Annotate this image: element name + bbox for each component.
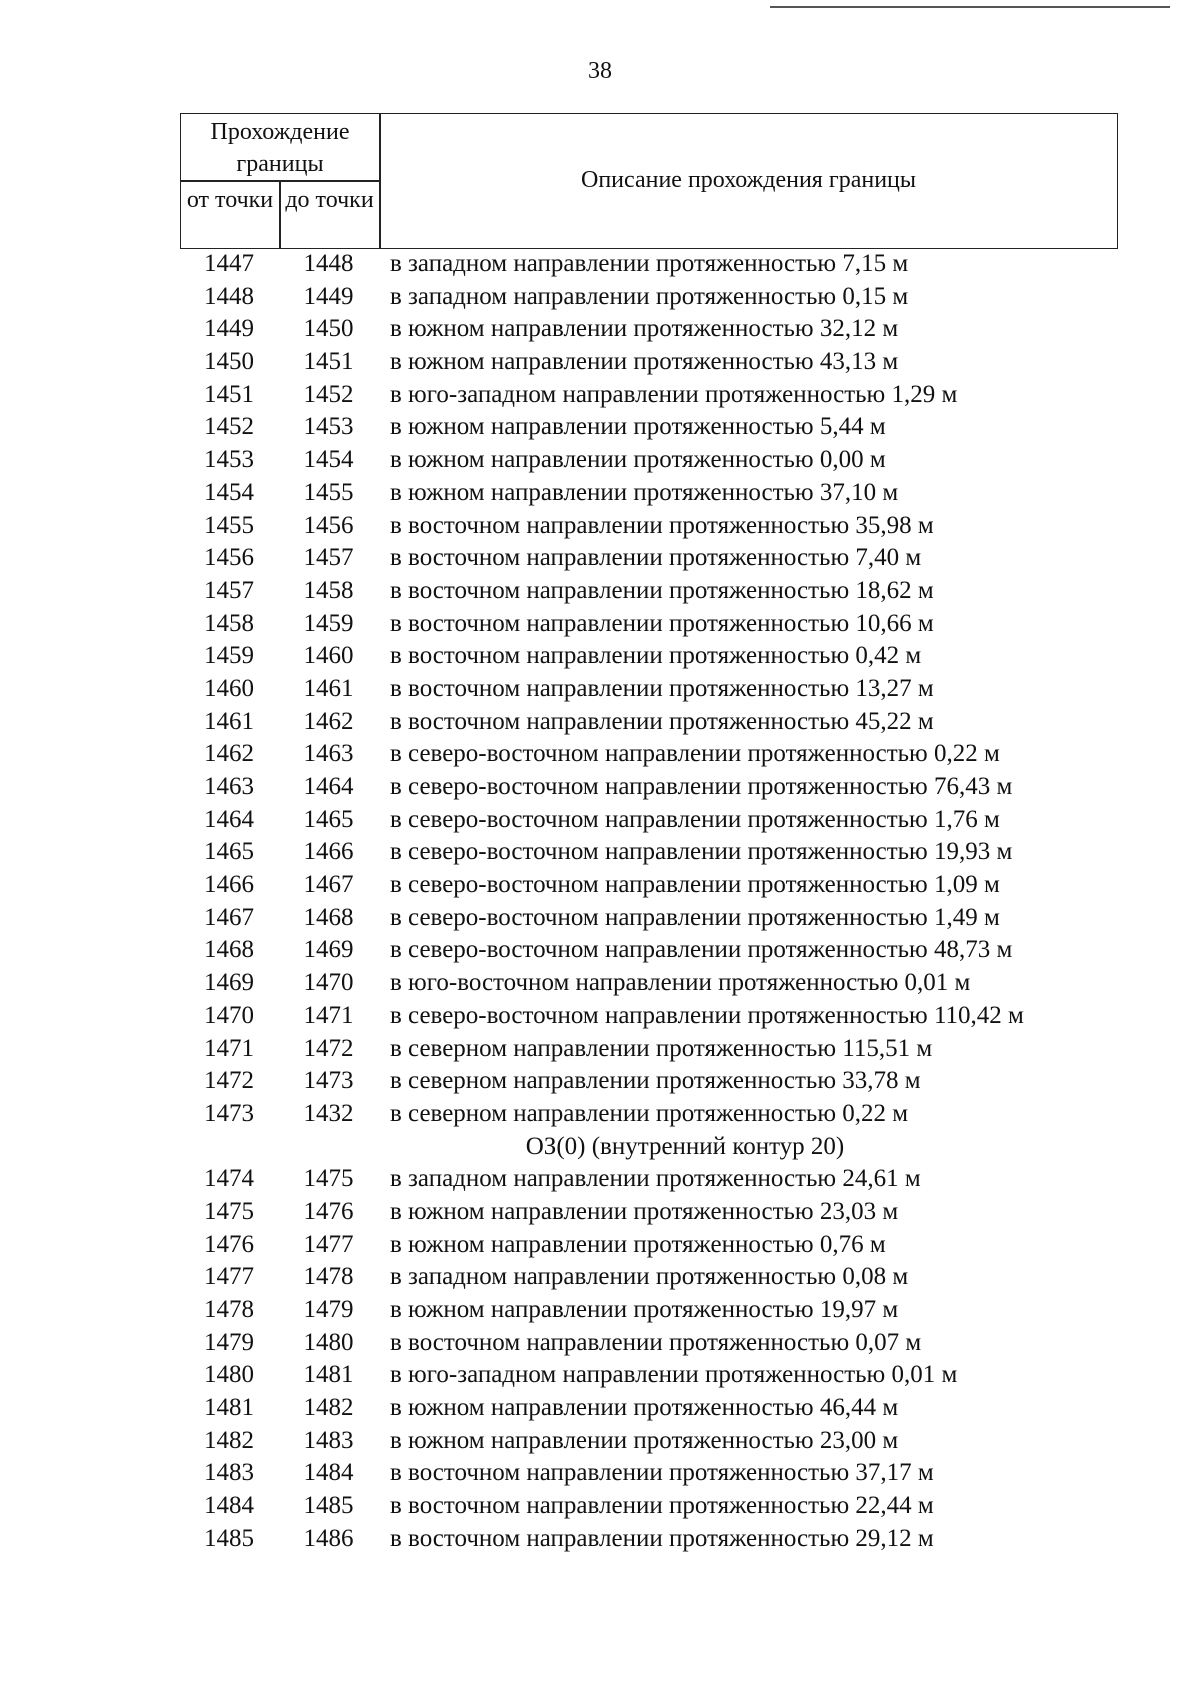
point-to: 1452	[303, 380, 354, 408]
point-to: 1478	[303, 1263, 354, 1291]
row-description: в южном направлении протяженностью 23,03 м	[390, 1197, 899, 1225]
table-row	[180, 1098, 1190, 1131]
table-row	[180, 510, 1190, 543]
table-row	[180, 1294, 1190, 1327]
table-header	[180, 113, 1118, 249]
row-description: в северо-восточном направлении протяженностью 0,22 м	[390, 740, 1000, 768]
point-from: 1483	[204, 1459, 254, 1487]
point-from: 1466	[204, 871, 254, 899]
point-from: 1471	[204, 1034, 254, 1062]
row-description: в восточном направлении протяженностью 37,17 м	[390, 1459, 934, 1487]
point-from: 1460	[204, 674, 254, 702]
point-to: 1486	[303, 1524, 354, 1552]
point-to: 1481	[303, 1361, 354, 1389]
section-title: ОЗ(0) (внутренний контур 20)	[525, 1132, 845, 1160]
row-description: в восточном направлении протяженностью 0,42 м	[390, 642, 922, 670]
row-description: в северном направлении протяженностью 33,78 м	[390, 1067, 921, 1095]
point-to: 1482	[303, 1394, 354, 1422]
row-description: в восточном направлении протяженностью 7,40 м	[390, 544, 922, 572]
point-from: 1455	[204, 511, 254, 539]
table-row	[180, 1033, 1190, 1066]
point-from: 1450	[204, 348, 254, 376]
point-from: 1463	[204, 773, 254, 800]
point-to: 1466	[303, 838, 354, 866]
point-to: 1458	[303, 576, 354, 604]
table-row	[180, 1196, 1190, 1229]
table-row	[180, 1163, 1190, 1196]
row-description: в северо-восточном направлении протяженностью 110,42 м	[390, 1001, 1024, 1029]
table-row	[180, 869, 1190, 902]
row-description: в юго-восточном направлении протяженностью 0,01 м	[390, 969, 971, 997]
row-description: в юго-западном направлении протяженностью 1,29 м	[390, 380, 958, 408]
header-description: Описание прохождения границы	[580, 167, 916, 193]
point-from: 1475	[204, 1197, 254, 1225]
row-description: в северо-восточном направлении протяженностью 1,76 м	[390, 805, 1000, 833]
header-divider	[181, 180, 379, 182]
point-to: 1463	[303, 740, 354, 768]
row-description: в южном направлении протяженностью 32,12 м	[390, 315, 899, 343]
point-to: 1450	[303, 315, 354, 343]
point-from: 1479	[204, 1328, 254, 1356]
point-to: 1479	[303, 1296, 354, 1323]
row-description: в южном направлении протяженностью 43,13 м	[390, 348, 899, 376]
table-row	[180, 1000, 1190, 1033]
table-row	[180, 1327, 1190, 1360]
top-rule	[770, 6, 1170, 8]
point-from: 1454	[204, 478, 254, 506]
row-description: в южном направлении протяженностью 46,44 м	[390, 1394, 899, 1422]
point-from: 1480	[204, 1361, 254, 1389]
point-from: 1468	[204, 936, 254, 964]
point-from: 1476	[204, 1230, 254, 1258]
point-from: 1452	[204, 413, 254, 441]
point-to: 1477	[303, 1230, 354, 1258]
header-to: до точки	[285, 187, 374, 213]
point-to: 1457	[303, 544, 354, 572]
row-description: в южном направлении протяженностью 23,00 м	[390, 1426, 899, 1454]
point-from: 1462	[204, 740, 254, 768]
row-description: в восточном направлении протяженностью 35,98 м	[390, 511, 934, 539]
row-description: в северо-восточном направлении протяженностью 48,73 м	[390, 936, 1013, 964]
point-from: 1472	[204, 1067, 254, 1095]
point-to: 1467	[303, 871, 354, 899]
row-description: в западном направлении протяженностью 7,15 м	[390, 250, 909, 277]
table-row	[180, 444, 1190, 477]
point-from: 1457	[204, 576, 254, 604]
table-row	[180, 313, 1190, 346]
point-to: 1473	[303, 1067, 354, 1095]
point-to: 1462	[303, 707, 354, 735]
row-description: в восточном направлении протяженностью 10,66 м	[390, 609, 934, 637]
point-from: 1469	[204, 969, 254, 997]
header-from: от точки	[186, 187, 274, 213]
row-description: в восточном направлении протяженностью 0,07 м	[390, 1328, 922, 1356]
point-from: 1464	[204, 805, 254, 833]
table-row	[180, 902, 1190, 935]
table-row	[180, 640, 1190, 673]
table-row	[180, 738, 1190, 771]
point-from: 1481	[204, 1394, 254, 1422]
row-description: в северо-восточном направлении протяженностью 76,43 м	[390, 773, 1013, 800]
point-to: 1480	[303, 1328, 354, 1356]
point-to: 1471	[303, 1001, 354, 1029]
point-to: 1449	[303, 282, 354, 310]
point-to: 1459	[303, 609, 354, 637]
table-row	[180, 542, 1190, 575]
row-description: в западном направлении протяженностью 0,15 м	[390, 282, 909, 310]
point-to: 1483	[303, 1426, 354, 1454]
table-row	[180, 673, 1190, 706]
row-description: в северо-восточном направлении протяженностью 1,09 м	[390, 871, 1000, 899]
row-description: в северном направлении протяженностью 115,51 м	[390, 1034, 933, 1062]
table-row	[180, 1392, 1190, 1425]
point-from: 1453	[204, 446, 254, 474]
table-row	[180, 608, 1190, 641]
point-from: 1448	[204, 282, 254, 310]
table-row	[180, 1523, 1190, 1556]
point-from: 1459	[204, 642, 254, 670]
point-from: 1474	[204, 1165, 254, 1193]
row-description: в южном направлении протяженностью 37,10 м	[390, 478, 899, 506]
point-to: 1432	[303, 1099, 354, 1127]
section-title-row	[180, 1131, 1190, 1164]
table-row	[180, 477, 1190, 510]
point-to: 1456	[303, 511, 354, 539]
table-row	[180, 1425, 1190, 1458]
table-row	[180, 934, 1190, 967]
row-description: в южном направлении протяженностью 5,44 м	[390, 413, 886, 441]
point-from: 1458	[204, 609, 254, 637]
rows-group-a	[180, 248, 1190, 1131]
row-description: в восточном направлении протяженностью 18,62 м	[390, 576, 934, 604]
point-to: 1453	[303, 413, 354, 441]
point-to: 1468	[303, 903, 354, 931]
row-description: в юго-западном направлении протяженностью 0,01 м	[390, 1361, 958, 1389]
point-from: 1456	[204, 544, 254, 572]
point-to: 1460	[303, 642, 354, 670]
row-description: в восточном направлении протяженностью 22,44 м	[390, 1492, 934, 1520]
point-to: 1469	[303, 936, 354, 964]
row-description: в западном направлении протяженностью 24,61 м	[390, 1165, 921, 1193]
point-from: 1484	[204, 1492, 254, 1520]
point-from: 1451	[204, 380, 254, 408]
point-to: 1465	[303, 805, 354, 833]
table-row	[180, 281, 1190, 314]
point-to: 1485	[303, 1492, 354, 1520]
row-description: в восточном направлении протяженностью 29,12 м	[390, 1524, 934, 1552]
point-to: 1451	[303, 348, 354, 376]
table-row	[180, 248, 1190, 281]
point-from: 1485	[204, 1524, 254, 1552]
point-from: 1478	[204, 1296, 254, 1323]
point-to: 1461	[303, 674, 354, 702]
row-description: в западном направлении протяженностью 0,08 м	[390, 1263, 909, 1291]
table-row	[180, 1229, 1190, 1262]
table-body	[180, 248, 1190, 1556]
table-row	[180, 967, 1190, 1000]
point-from: 1465	[204, 838, 254, 866]
point-to: 1455	[303, 478, 354, 506]
point-from: 1467	[204, 903, 254, 931]
point-from: 1470	[204, 1001, 254, 1029]
point-to: 1484	[303, 1459, 354, 1487]
row-description: в восточном направлении протяженностью 13,27 м	[390, 674, 934, 702]
row-description: в северном направлении протяженностью 0,22 м	[390, 1099, 909, 1127]
table-row	[180, 575, 1190, 608]
row-description: в северо-восточном направлении протяженностью 19,93 м	[390, 838, 1013, 866]
row-description: в южном направлении протяженностью 0,76 м	[390, 1230, 886, 1258]
table-row	[180, 379, 1190, 412]
table-row	[180, 1490, 1190, 1523]
row-description: в северо-восточном направлении протяженностью 1,49 м	[390, 903, 1000, 931]
point-to: 1464	[303, 773, 354, 800]
table-row	[180, 771, 1190, 804]
point-from: 1447	[204, 250, 254, 277]
table-row	[180, 1065, 1190, 1098]
rows-group-b	[180, 1163, 1190, 1555]
point-to: 1476	[303, 1197, 354, 1225]
table-row	[180, 836, 1190, 869]
table-row	[180, 804, 1190, 837]
point-from: 1473	[204, 1099, 254, 1127]
table-row	[180, 706, 1190, 739]
table-row	[180, 346, 1190, 379]
table-row	[180, 1457, 1190, 1490]
table-row	[180, 1261, 1190, 1294]
row-description: в восточном направлении протяженностью 45,22 м	[390, 707, 934, 735]
point-to: 1475	[303, 1165, 354, 1193]
point-from: 1449	[204, 315, 254, 343]
page-number: 38	[588, 58, 612, 84]
point-to: 1448	[303, 250, 354, 277]
header-passage: Прохождение границы	[210, 119, 350, 177]
point-to: 1470	[303, 969, 354, 997]
point-to: 1454	[303, 446, 354, 474]
table-row	[180, 411, 1190, 444]
row-description: в южном направлении протяженностью 19,97 м	[390, 1296, 899, 1323]
point-to: 1472	[303, 1034, 354, 1062]
table-row	[180, 1359, 1190, 1392]
point-from: 1477	[204, 1263, 254, 1291]
point-from: 1461	[204, 707, 254, 735]
point-from: 1482	[204, 1426, 254, 1454]
row-description: в южном направлении протяженностью 0,00 м	[390, 446, 886, 474]
